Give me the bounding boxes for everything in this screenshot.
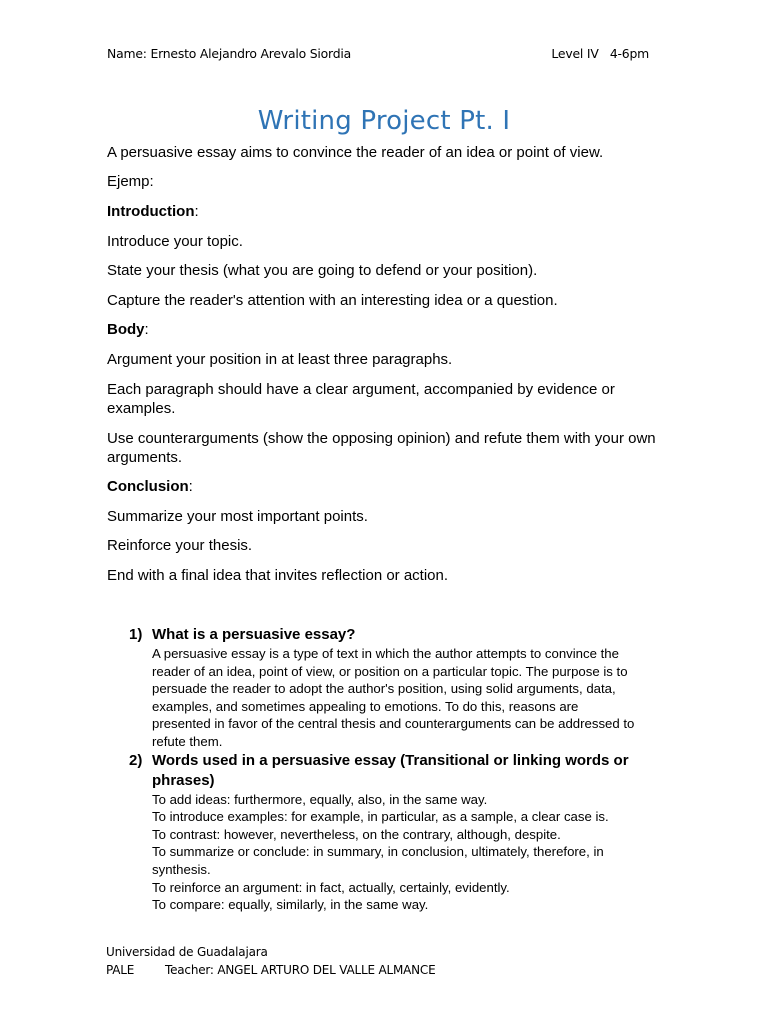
body-item: Argument your position in at least three paragraphs. xyxy=(107,351,453,368)
body-item: Use counterarguments (show the opposing opinion) and refute them with your own arguments. xyxy=(107,430,656,466)
page-footer xyxy=(106,943,435,979)
introduction-item: Introduce your topic. xyxy=(107,233,243,250)
university-name: Universidad de Guadalajara xyxy=(106,945,268,959)
intro-definition: A persuasive essay aims to convince the reader of an idea or point of view. xyxy=(107,144,604,161)
conclusion-item: End with a final idea that invites reflection or action. xyxy=(107,567,449,584)
list-item xyxy=(129,751,659,914)
item-number: 1) xyxy=(129,626,143,643)
introduction-heading: Introduction: xyxy=(107,203,199,220)
introduction-item: State your thesis (what you are going to defend or your position). xyxy=(107,262,538,279)
program-name: PALE xyxy=(106,963,135,977)
example-label: Ejemp: xyxy=(107,173,154,190)
body-item: Each paragraph should have a clear argument, accompanied by evidence or examples. xyxy=(107,381,615,417)
introduction-item: Capture the reader's attention with an interesting idea or a question. xyxy=(107,292,558,309)
item-heading: What is a persuasive essay? xyxy=(152,626,356,643)
conclusion-heading: Conclusion: xyxy=(107,478,193,495)
conclusion-item: Reinforce your thesis. xyxy=(107,537,253,554)
item-answer: A persuasive essay is a type of text in which the author attempts to convince the reader of an idea, point of view, or position on a particular topic. The purpose is to persuade the reader to adopt the author's position, using solid arguments, data, examples, and sometimes appealing to emotions. To do this, reasons are presented in favor of the central thesis and counterarguments can be addressed to refute them. xyxy=(152,646,635,749)
item-heading: Words used in a persuasive essay (Transitional or linking words or phrases) xyxy=(152,751,629,789)
body-heading: Body: xyxy=(107,321,149,338)
item-answer: To add ideas: furthermore, equally, also, in the same way. To introduce examples: for example, in particular, as a sample, a clear case is. To contrast: however, nevertheless, on the contrary, although, despite. To summarize or conclude: in summary, in conclusion, ultimately, therefore, in synthesis. To reinforce an argument: in fact, actually, certainly, evidently. To compare: equally, similarly, in the same way. xyxy=(152,791,609,913)
teacher-name: Teacher: ANGEL ARTURO DEL VALLE ALMANCE xyxy=(165,963,436,977)
numbered-list xyxy=(129,625,659,914)
page-header xyxy=(107,46,649,61)
item-number: 2) xyxy=(129,751,143,769)
page-title: Writing Project Pt. I xyxy=(257,106,511,136)
class-level: Level IV 4-6pm xyxy=(551,46,649,61)
conclusion-item: Summarize your most important points. xyxy=(107,508,368,525)
footer-program-line xyxy=(106,961,435,979)
student-name: Name: Ernesto Alejandro Arevalo Siordia xyxy=(107,46,351,61)
list-item xyxy=(129,625,659,751)
